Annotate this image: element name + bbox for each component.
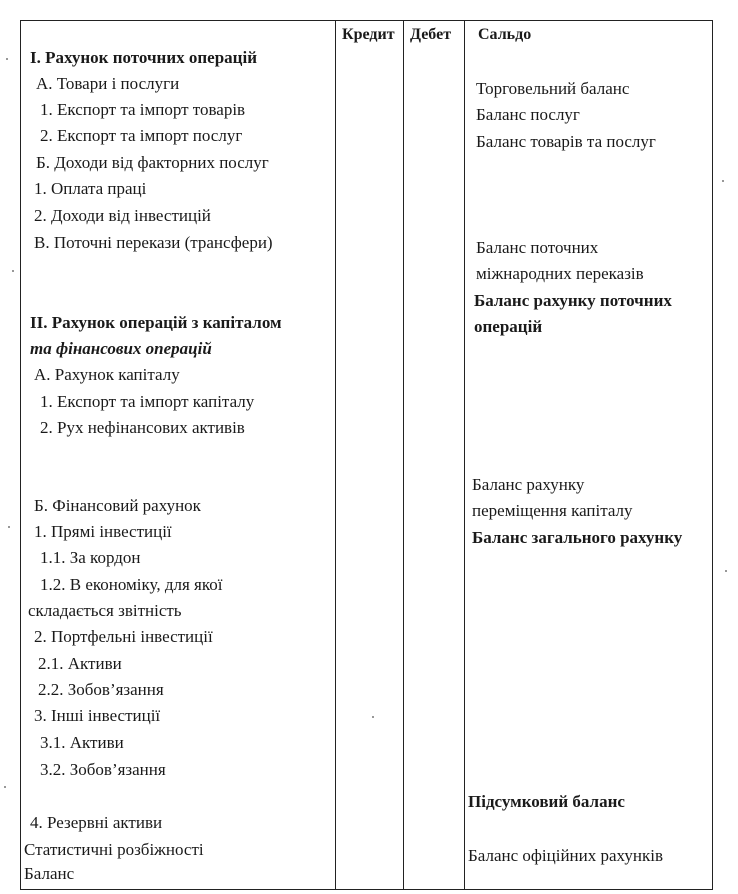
item-exports-imports-goods: 1. Експорт та імпорт товарів bbox=[40, 100, 246, 119]
section2-title-line1: II. Рахунок операцій з капіталом bbox=[30, 313, 282, 332]
item-exports-imports-services: 2. Експорт та імпорт послуг bbox=[40, 126, 243, 145]
balance-goods-services: Баланс товарів та послуг bbox=[476, 132, 656, 151]
item-balance: Баланс bbox=[24, 864, 75, 883]
item-reserve-assets: 4. Резервні активи bbox=[30, 813, 163, 832]
item-statistical-discrepancies: Статистичні розбіжності bbox=[24, 840, 204, 859]
column-divider-debit bbox=[403, 20, 404, 890]
item-into-economy-line1: 1.2. В економіку, для якої bbox=[40, 575, 223, 594]
item-abroad: 1.1. За кордон bbox=[40, 548, 141, 567]
item-other-investment: 3. Інші інвестиції bbox=[34, 706, 161, 725]
header-credit: Кредит bbox=[342, 26, 395, 43]
item-nonfinancial-assets: 2. Рух нефінансових активів bbox=[40, 418, 245, 437]
scan-speck bbox=[8, 526, 10, 528]
item-direct-investment: 1. Прямі інвестиції bbox=[34, 522, 172, 541]
item-into-economy-line2: складається звітність bbox=[28, 601, 182, 620]
item-goods-services: А. Товари і послуги bbox=[36, 74, 180, 93]
header-balance: Сальдо bbox=[478, 26, 532, 43]
item-investment-income: 2. Доходи від інвестицій bbox=[34, 206, 211, 225]
item-capital-account: А. Рахунок капіталу bbox=[34, 365, 180, 384]
balance-transfers-line1: Баланс поточних bbox=[476, 238, 599, 257]
scan-speck bbox=[725, 570, 727, 572]
balance-final: Підсумковий баланс bbox=[468, 792, 625, 811]
item-other-liabilities: 3.2. Зобов’язання bbox=[40, 760, 166, 779]
item-portfolio-assets: 2.1. Активи bbox=[38, 654, 122, 673]
column-divider-balance bbox=[464, 20, 465, 890]
balance-capital-line1: Баланс рахунку bbox=[472, 475, 585, 494]
scan-speck bbox=[12, 270, 14, 272]
header-debit: Дебет bbox=[410, 26, 452, 43]
balance-capital-line2: переміщення капіталу bbox=[472, 501, 633, 520]
balance-services: Баланс послуг bbox=[476, 105, 580, 124]
column-divider-credit bbox=[335, 20, 336, 890]
item-other-assets: 3.1. Активи bbox=[40, 733, 124, 752]
item-current-transfers: В. Поточні перекази (трансфери) bbox=[34, 233, 273, 252]
balance-overall: Баланс загального рахунку bbox=[472, 528, 683, 547]
scan-speck bbox=[372, 716, 374, 718]
scan-speck bbox=[722, 180, 724, 182]
balance-current-account-line2: операцій bbox=[474, 317, 543, 336]
item-portfolio-liabilities: 2.2. Зобов’язання bbox=[38, 680, 164, 699]
section1-title: I. Рахунок поточних операцій bbox=[30, 48, 257, 67]
balance-transfers-line2: міжнародних переказів bbox=[476, 264, 644, 283]
balance-trade: Торговельний баланс bbox=[476, 79, 630, 98]
balance-official-accounts: Баланс офіційних рахунків bbox=[468, 846, 663, 865]
item-portfolio-investment: 2. Портфельні інвестиції bbox=[34, 627, 213, 646]
scan-speck bbox=[6, 58, 8, 60]
section2-title-line2: та фінансових операцій bbox=[30, 339, 212, 358]
item-labor-payment: 1. Оплата праці bbox=[34, 179, 147, 198]
item-exports-imports-capital: 1. Експорт та імпорт капіталу bbox=[40, 392, 255, 411]
scan-speck bbox=[4, 786, 6, 788]
item-financial-account: Б. Фінансовий рахунок bbox=[34, 496, 201, 515]
balance-current-account-line1: Баланс рахунку поточних bbox=[474, 291, 672, 310]
item-factor-income: Б. Доходи від факторних послуг bbox=[36, 153, 269, 172]
